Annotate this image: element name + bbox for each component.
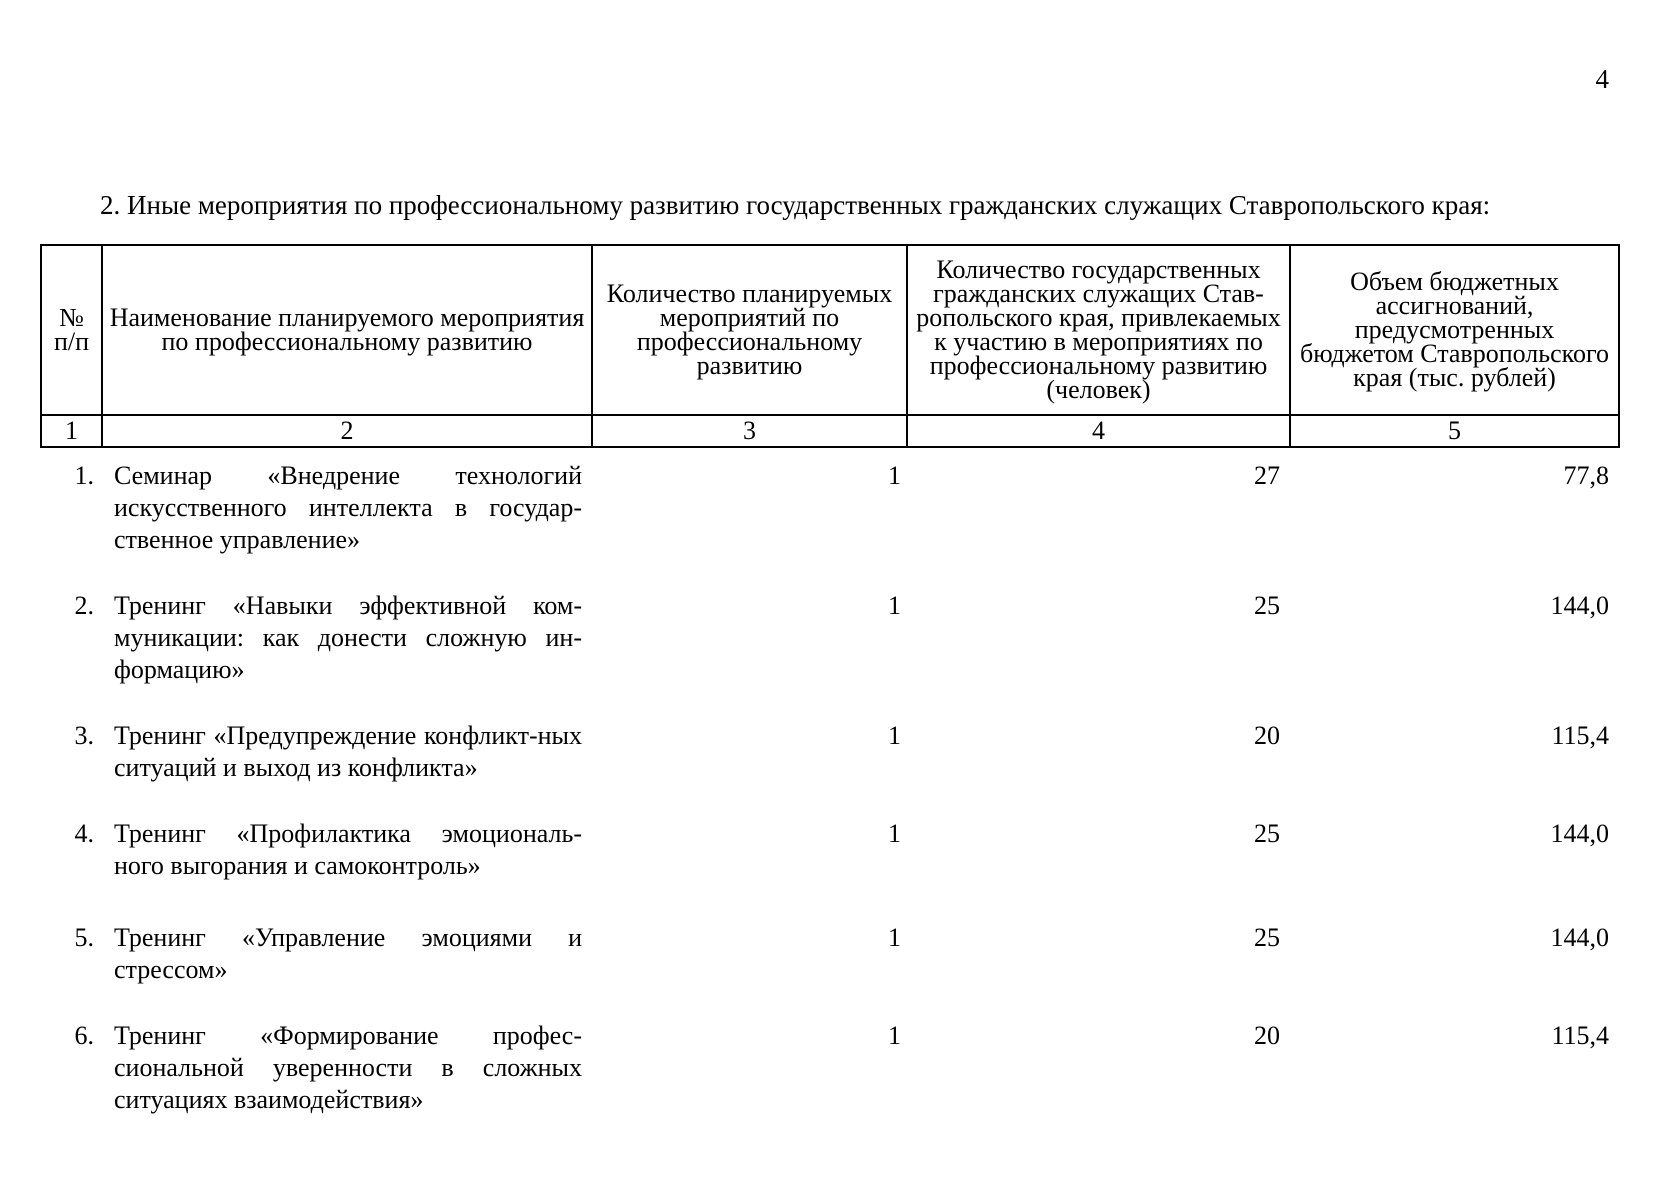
budget-amount: 115,4 xyxy=(1551,721,1609,750)
row-number: 1. xyxy=(74,461,94,490)
header-number: № п/п xyxy=(41,245,102,415)
budget-amount: 144,0 xyxy=(1550,819,1609,848)
row-number: 2. xyxy=(74,591,94,620)
activity-count: 1 xyxy=(888,923,901,952)
table-row xyxy=(41,1020,1619,1120)
column-number: 2 xyxy=(102,415,592,447)
table-row xyxy=(41,818,1619,922)
column-number: 4 xyxy=(907,415,1290,447)
budget-amount: 115,4 xyxy=(1551,1021,1609,1050)
header-staff-count: Количество государственных гражданских служащих Став-ропольского края, привлекаемых к участию в мероприятиях по профессиональному развитию (человек) xyxy=(907,245,1290,415)
staff-count: 25 xyxy=(1254,591,1280,620)
activity-name: Семинар «Внедрение технологий искусственного интеллекта в государ-ственное управление» xyxy=(114,461,582,554)
activity-count: 1 xyxy=(888,819,901,848)
header-activity-name: Наименование планируемого мероприятия по профессиональному развитию xyxy=(102,245,592,415)
activity-name: Тренинг «Управление эмоциями и стрессом» xyxy=(114,923,582,984)
page-number: 4 xyxy=(1595,64,1609,94)
budget-amount: 77,8 xyxy=(1563,461,1609,490)
header-budget: Объем бюджетных ассигнований, предусмотренных бюджетом Ставропольского края (тыс. рублей) xyxy=(1290,245,1619,415)
activity-name: Тренинг «Предупреждение конфликт-ных ситуаций и выход из конфликта» xyxy=(114,721,582,782)
table-row xyxy=(41,590,1619,720)
header-activity-count: Количество планируемых мероприятий по профессиональному развитию xyxy=(592,245,907,415)
table-header-row xyxy=(41,245,1619,415)
activity-count: 1 xyxy=(888,461,901,490)
staff-count: 25 xyxy=(1254,819,1280,848)
table-row xyxy=(41,720,1619,818)
column-number: 3 xyxy=(592,415,907,447)
table-row xyxy=(41,447,1619,590)
staff-count: 20 xyxy=(1254,1021,1280,1050)
column-number: 1 xyxy=(41,415,102,447)
row-number: 5. xyxy=(74,923,94,952)
activities-table xyxy=(40,244,1620,1120)
activity-count: 1 xyxy=(888,721,901,750)
staff-count: 27 xyxy=(1254,461,1280,490)
budget-amount: 144,0 xyxy=(1550,591,1609,620)
activity-count: 1 xyxy=(888,1021,901,1050)
row-number: 3. xyxy=(74,721,94,750)
column-number-row xyxy=(41,415,1619,447)
table-row xyxy=(41,922,1619,1020)
staff-count: 25 xyxy=(1254,923,1280,952)
activity-count: 1 xyxy=(888,591,901,620)
row-number: 6. xyxy=(74,1021,94,1050)
activity-name: Тренинг «Профилактика эмоциональ-ного выгорания и самоконтроль» xyxy=(114,819,582,880)
column-number: 5 xyxy=(1290,415,1619,447)
activity-name: Тренинг «Навыки эффективной ком-муникации: как донести сложную ин-формацию» xyxy=(114,591,582,684)
budget-amount: 144,0 xyxy=(1550,923,1609,952)
section-title: 2. Иные мероприятия по профессиональному развитию государственных гражданских служащих Ставропольского края: xyxy=(100,190,1491,220)
activity-name: Тренинг «Формирование профес-сиональной уверенности в сложных ситуациях взаимодействия» xyxy=(114,1021,582,1114)
staff-count: 20 xyxy=(1254,721,1280,750)
row-number: 4. xyxy=(74,819,94,848)
